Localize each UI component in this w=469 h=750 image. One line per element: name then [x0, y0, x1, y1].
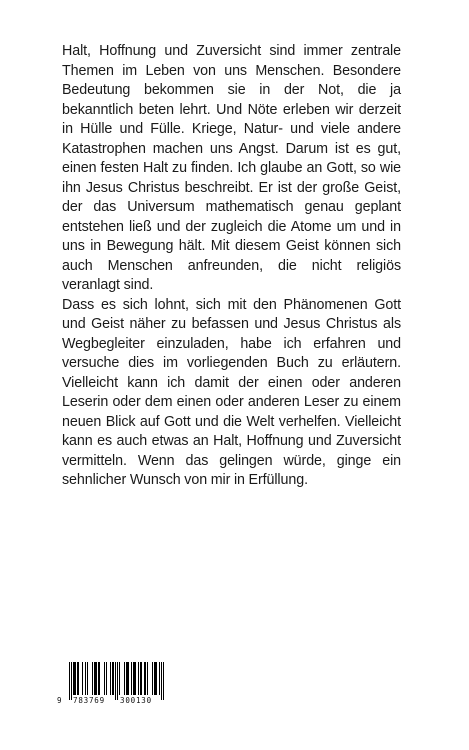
barcode-bar [145, 662, 146, 695]
barcode-bar [127, 662, 128, 695]
barcode-bar [77, 662, 78, 695]
barcode-bar [82, 662, 83, 695]
paragraph-2: Dass es sich lohnt, sich mit den Phänomenen Gott und Geist näher zu befassen und Jesus Christus als Wegbegleiter einzuladen, habe ich erfahren und versuche dies im vorliegenden Buch zu erläutern. Vielleicht kann ich damit der einen oder anderen Leserin oder dem einen oder anderen Leser zu einem neuen Blick auf Gott und die Welt verhelfen. Vielleicht kann es auch etwas an Halt, Hoffnung und Zuversicht vermitteln. Wenn das gelingen würde, ginge ein sehnlicher Wunsch von mir in Erfüllung. [62, 296, 401, 488]
barcode-bar [131, 662, 132, 695]
barcode-bar [98, 662, 99, 695]
barcode-bar [94, 662, 95, 695]
barcode-lead-digit: 9 [57, 696, 62, 705]
barcode-guard-bar [69, 662, 70, 700]
barcode-number [57, 696, 167, 707]
barcode-bar [73, 662, 74, 695]
barcode-bar [147, 662, 148, 695]
barcode-bar [133, 662, 134, 695]
barcode-bar [75, 662, 76, 695]
barcode-bar [78, 662, 79, 695]
barcode-bar [152, 662, 153, 695]
barcode-digit-group-1: 783769 [73, 696, 105, 705]
barcode-bar [140, 662, 141, 695]
barcode-bar [124, 662, 125, 695]
barcode-bar [85, 662, 86, 695]
barcode-guard-bar [163, 662, 164, 700]
barcode-bar [112, 662, 113, 695]
barcode-digit-group-2: 300130 [120, 696, 152, 705]
barcode-bar [95, 662, 96, 695]
barcode-bar [87, 662, 88, 695]
isbn-barcode [57, 662, 167, 708]
barcode-bar [96, 662, 97, 695]
barcode-guard-bar [71, 662, 72, 700]
barcode-bar [156, 662, 157, 695]
barcode-bar [92, 662, 93, 695]
barcode-bar [99, 662, 100, 695]
barcode-bar [128, 662, 129, 695]
barcode-bar [104, 662, 105, 695]
barcode-bar [74, 662, 75, 695]
barcode-bar [155, 662, 156, 695]
barcode-guard-bar [115, 662, 116, 700]
barcode-bar [113, 662, 114, 695]
barcode-bar [134, 662, 135, 695]
barcode-bar [135, 662, 136, 695]
barcode-bar [141, 662, 142, 695]
back-cover-text [62, 42, 401, 491]
barcode-bar [119, 662, 120, 695]
paragraph-1: Halt, Hoffnung und Zuversicht sind immer zentrale Themen im Leben von uns Menschen. Besondere Bedeutung bekommen sie in der Not, die ja bekanntlich beten lehrt. Und Nöte erleben wir derzeit in Hülle und Fülle. Kriege, Natur- und viele andere Katastrophen machen uns Angst. Darum ist es gut, einen festen Halt zu finden. Ich glaube an Gott, so wie ihn Jesus Christus beschreibt. Er ist der große Geist, der das Universum mathematisch genau geplant entstehen ließ und der zugleich die Atome um und in uns in Bewegung hält. Mit diesem Geist können sich auch Menschen anfreunden, die nicht religiös veranlagt sind. [62, 43, 401, 293]
barcode-bar [110, 662, 111, 695]
barcode-bar [126, 662, 127, 695]
barcode-guard-bar [161, 662, 162, 700]
barcode-bar [144, 662, 145, 695]
barcode-guard-bar [117, 662, 118, 700]
barcode-bar [138, 662, 139, 695]
barcode-bar [159, 662, 160, 695]
barcode-bar [106, 662, 107, 695]
barcode-bar [154, 662, 155, 695]
